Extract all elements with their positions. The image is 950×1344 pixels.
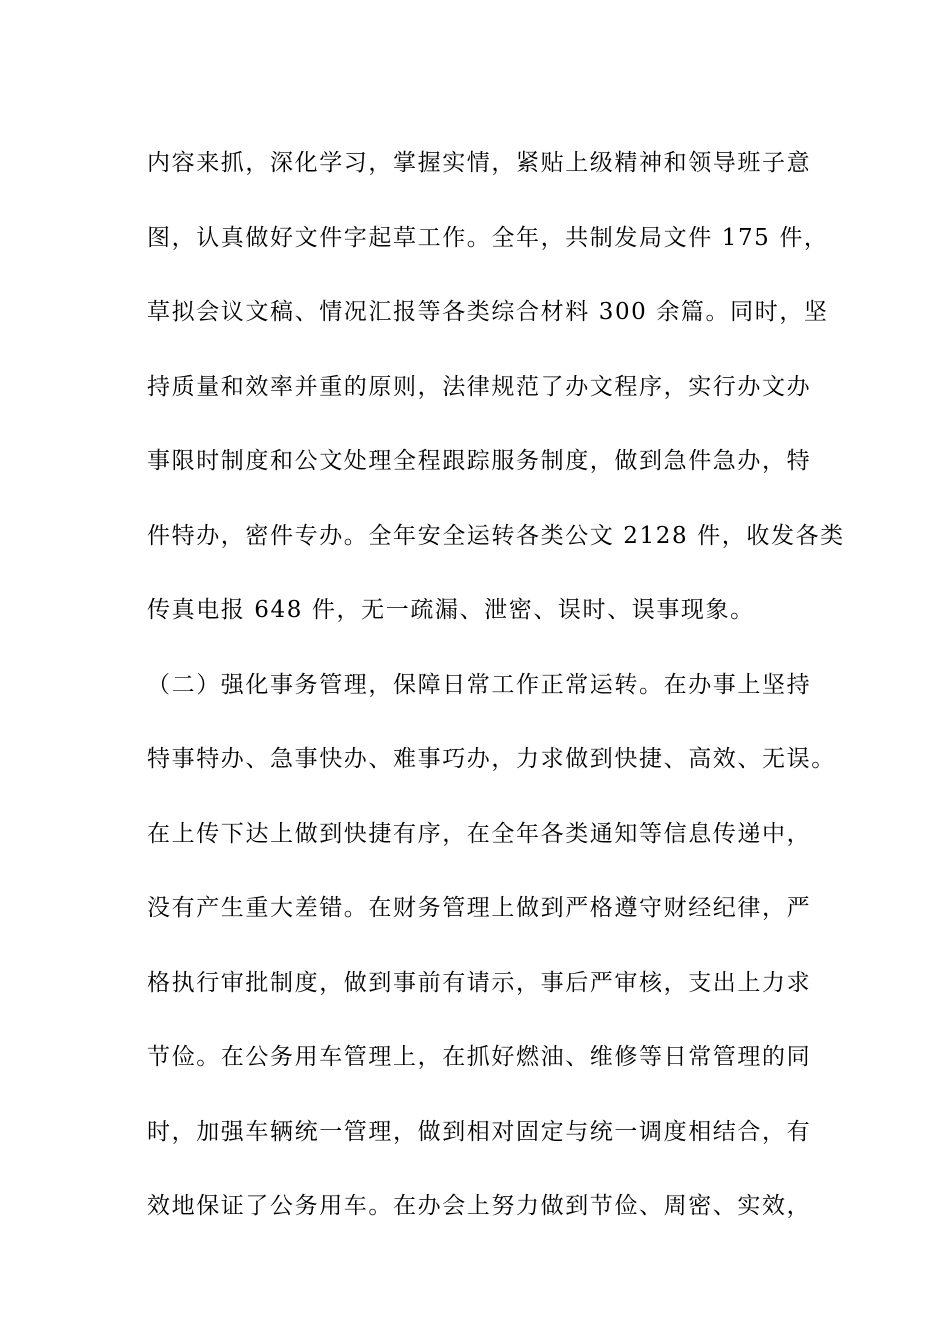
text-line-13: 节俭。在公务用车管理上，在抓好燃油、维修等日常管理的同 [147,1044,812,1070]
text-line-14: 时，加强车辆统一管理，做到相对固定与统一调度相结合，有 [147,1118,812,1145]
text-line-15: 效地保证了公务用车。在办会上努力做到节俭、周密、实效， [147,1193,812,1219]
text-line-3: 草拟会议文稿、情况汇报等各类综合材料 300 余篇。同时，坚 [147,299,829,325]
text-line-12: 格执行审批制度，做到事前有请示，事后严审核，支出上力求 [147,969,812,996]
text-line-9: 特事特办、急事快办、难事巧办，力求做到快捷、高效、无误。 [147,746,836,772]
text-line-1: 内容来抓，深化学习，掌握实情，紧贴上级精神和领导班子意 [147,150,812,176]
text-line-11: 没有产生重大差错。在财务管理上做到严格遵守财经纪律，严 [147,895,812,921]
text-line-6: 件特办，密件专办。全年安全运转各类公文 2128 件，收发各类 [147,522,845,549]
text-line-4: 持质量和效率并重的原则，法律规范了办文程序，实行办文办 [147,373,812,400]
text-line-10: 在上传下达上做到快捷有序，在全年各类通知等信息传递中， [147,820,812,847]
text-line-7: 传真电报 648 件，无一疏漏、泄密、误时、误事现象。 [147,597,755,623]
body-text [147,126,845,1244]
section-heading-line: （二）强化事务管理，保障日常工作正常运转。在办事上坚持 [147,671,812,698]
text-line-2: 图，认真做好文件字起草工作。全年，共制发局文件 175 件， [147,224,829,251]
text-line-5: 事限时制度和公文处理全程跟踪服务制度，做到急件急办，特 [147,448,812,474]
